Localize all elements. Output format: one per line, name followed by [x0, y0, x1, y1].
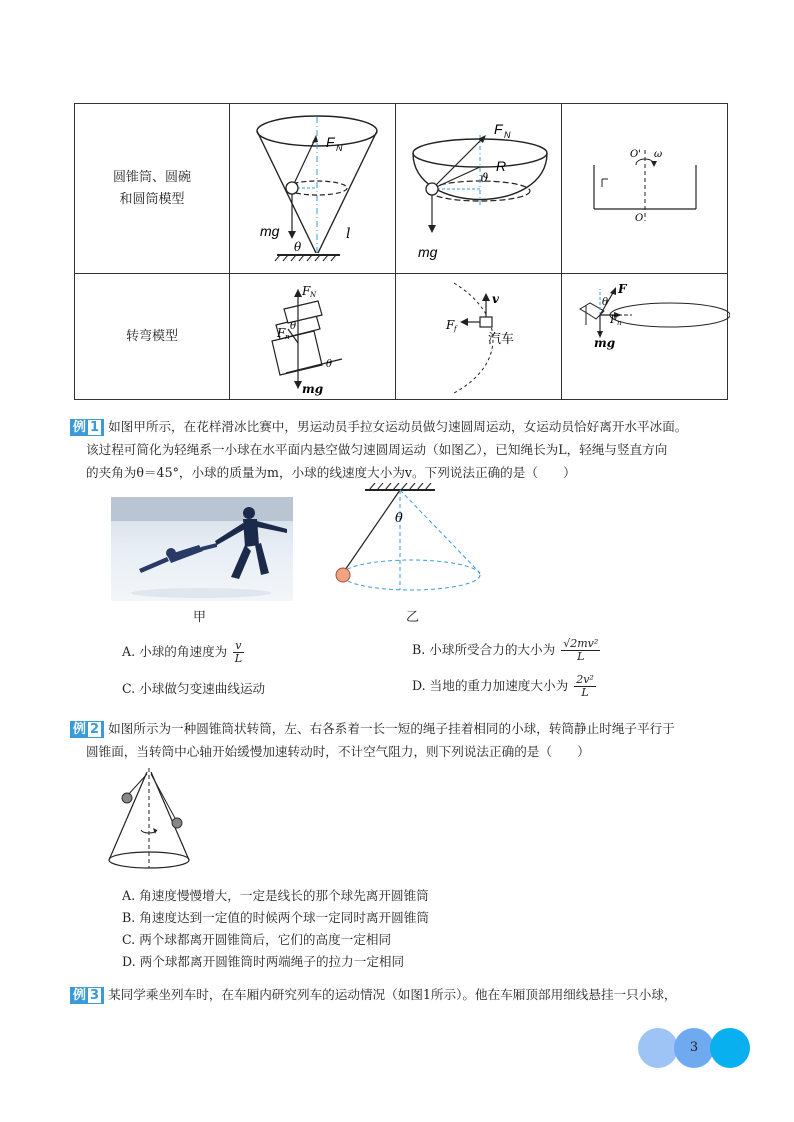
rotating-cone-figure — [105, 768, 200, 873]
example-1 — [70, 415, 740, 484]
ex1-option-b[interactable]: B. 小球所受合力的大小为 $\frac{\text{√2mv²}}{L}$ — [412, 637, 599, 663]
bowl-mg-label: mg — [418, 243, 438, 260]
conical-pendulum-figure — [325, 480, 490, 605]
car-ff-label: F — [446, 317, 455, 332]
incline-figure — [230, 275, 388, 399]
incline-fn-label: F — [302, 283, 311, 298]
bowl-figure — [396, 105, 564, 273]
cylinder-figure — [562, 105, 730, 273]
page-number: 3 — [689, 1040, 699, 1055]
car-label: 汽车 — [488, 331, 515, 347]
bowl-r-label: R — [496, 157, 507, 174]
ex2-tag: 例 2 — [70, 721, 104, 738]
car-model-cell — [396, 274, 562, 400]
cone-model-cell — [230, 104, 396, 274]
car-v-label: v — [492, 291, 499, 306]
cyl-omega-label: ω — [654, 148, 663, 160]
bowl-model-cell — [396, 104, 562, 274]
caption-b: 乙 — [406, 610, 420, 625]
incline-theta2-label: θ — [326, 358, 333, 370]
ex1-option-a[interactable]: A. 小球的角速度为 $\frac{v}{L}$ — [122, 639, 243, 665]
incline-mg-label: mg — [302, 381, 324, 396]
car-figure — [396, 275, 564, 399]
incline-fn-sub: N — [310, 290, 317, 299]
bowl-theta-label: ϑ — [480, 170, 489, 185]
row1-label-line1: 圆锥筒、圆碗 — [112, 169, 191, 185]
plane-f-label: F — [618, 281, 627, 296]
plane-mg-label: mg — [594, 335, 616, 350]
skating-photo — [111, 497, 293, 601]
incline-model-cell — [230, 274, 396, 400]
ex2-option-d[interactable]: D. 两个球都离开圆锥筒时两端绳子的拉力一定相同 — [122, 954, 405, 969]
ex2-line2: 圆锥面，当转筒中心轴开始缓慢加速转动时，不计空气阻力，则下列说法正确的是（ ） — [86, 744, 590, 759]
incline-theta-label: θ — [290, 320, 297, 332]
example-2 — [70, 717, 740, 763]
ex2-line1: 例 2 如图所示为一种圆锥筒状转筒，左、右各系着一长一短的绳子挂着相同的小球，转筒静止时绳子平行于 — [70, 717, 740, 740]
plane-model-cell — [562, 274, 728, 400]
plane-fn-label: F — [610, 312, 618, 326]
plane-fn-sub: n — [617, 318, 622, 327]
cyl-obot-label: O — [635, 212, 644, 224]
ex3-tag: 例 3 — [70, 987, 104, 1004]
cone-mg-label: mg — [260, 222, 280, 239]
page-circle-left — [638, 1028, 678, 1068]
cone-theta-label: θ — [294, 239, 302, 254]
incline-fn2-sub: n — [285, 332, 290, 341]
plane-figure — [562, 275, 730, 399]
ex1-line3: 的夹角为θ＝45°，小球的质量为m，小球的线速度大小为v。下列说法正确的是（ ） — [86, 465, 576, 480]
skaters-image — [111, 497, 293, 601]
cyl-otop-label: O' — [630, 148, 641, 160]
page-circle-right — [710, 1028, 750, 1068]
example-3 — [70, 983, 760, 1006]
car-ff-sub: f — [454, 324, 457, 333]
ex2-option-c[interactable]: C. 两个球都离开圆锥筒后，它们的高度一定相同 — [122, 932, 392, 947]
cone-fn-label: F — [326, 133, 335, 150]
ex3-line1: 例 3 某同学乘坐列车时，在车厢内研究列车的运动情况（如图1所示）。他在车厢顶部用细线悬挂一只小球， — [70, 983, 760, 1006]
ex1-line2: 该过程可简化为轻绳系一小球在水平面内悬空做匀速圆周运动（如图乙），已知绳长为L，轻绳与竖直方向 — [86, 442, 668, 457]
ex1-option-c[interactable]: C. 小球做匀变速曲线运动 — [122, 681, 266, 696]
cone-l-label: l — [346, 225, 351, 242]
ex1-line1: 例 1 如图甲所示，在花样滑冰比赛中，男运动员手拉女运动员做匀速圆周运动，女运动员恰好离开水平冰面。 — [70, 415, 740, 438]
ex2-option-b[interactable]: B. 角速度达到一定值的时候两个球一定同时离开圆锥筒 — [122, 910, 429, 925]
ex1-option-d[interactable]: D. 当地的重力加速度大小为 $\frac{\text{2v²}}{L}$ — [412, 673, 594, 699]
ex1-tag: 例 1 — [70, 419, 104, 436]
model-table — [74, 103, 728, 400]
fig-b-theta-label: θ — [395, 511, 403, 526]
row-label-turning: 转弯模型 — [75, 274, 230, 400]
row-label-cone-bowl-cylinder — [75, 104, 230, 274]
cylinder-model-cell — [562, 104, 728, 274]
bowl-fn-sub: N — [504, 129, 511, 140]
caption-a: 甲 — [193, 610, 207, 625]
bowl-fn-label: F — [494, 120, 503, 137]
ex2-option-a[interactable]: A. 角速度慢慢增大，一定是线长的那个球先离开圆锥筒 — [122, 888, 429, 903]
cone-figure — [230, 105, 388, 273]
cone-fn-sub: N — [336, 142, 343, 153]
row1-label-line2: 和圆筒模型 — [119, 191, 185, 207]
plane-theta-label: θ — [602, 296, 609, 308]
incline-fn2-label: F — [277, 325, 286, 340]
